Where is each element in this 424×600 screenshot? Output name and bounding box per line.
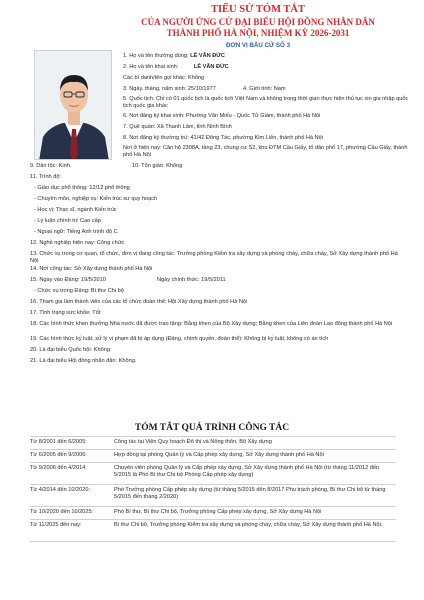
item-2-label: 2. Họ và tên khai sinh: [123, 64, 179, 70]
doc-title: TIỂU SỬ TÓM TẮT [210, 4, 306, 15]
doc-subtitle-line2: THÀNH PHỐ HÀ NỘI, NHIỆM KỲ 2026-2031 [166, 28, 350, 38]
work-period: Từ 9/2006 đến 4/2014: [30, 465, 87, 471]
work-period: Từ 8/2001 đến 6/2005: [30, 439, 87, 445]
work-description: Bí thư Chi bộ, Trưởng phòng Kiểm tra xây dựng và phòng cháy, chữa cháy, Sở Xây dựng thành phố Hà Nội. [114, 522, 383, 528]
candidate-portrait-photo [34, 50, 112, 160]
item-10: 10. Tôn giáo: Không [132, 163, 183, 169]
portrait-photo-icon [35, 51, 112, 160]
item-6: 6. Nơi đăng ký khai sinh: Phường Văn Miếu - Quốc Tử Giám, thành phố Hà Nội [123, 113, 321, 119]
item-19: 19. Các hình thức kỷ luật, xử lý vi phạm đã bị áp dụng (Đảng, chính quyền, đoàn thể): Không bị kỷ luật, không có án tích [30, 336, 329, 342]
doc-subtitle-line1: CỦA NGƯỜI ỨNG CỬ ĐẠI BIỂU HỘI ĐỒNG NHÂN DÂN [141, 17, 375, 27]
item-11d: - Lý luận chính trị: Cao cấp [34, 218, 101, 224]
divider [30, 519, 396, 520]
item-8: 8. Nơi đăng ký thường trú: 41/42 Đông Tác, phường Kim Liên, thành phố Hà Nội [123, 135, 323, 141]
item-15-official: Ngày chính thức: 19/5/2011 [157, 277, 226, 283]
divider [30, 484, 396, 485]
item-16: 16. Tham gia làm thành viên của các tổ chức đoàn thể: Hội Xây dựng thành phố Hà Nội [30, 299, 248, 305]
item-12: 12. Nghề nghiệp hiện nay: Công chức [30, 240, 125, 246]
item-8-current-residence: Nơi ở hiện nay: Căn hộ 2308A, tầng 23, chung cư S2, khu ĐTM Cầu Giấy, tổ dân phố 17, phường Cầu Giấy, thành phố Hà Nội [123, 145, 408, 158]
item-2 [123, 64, 229, 71]
work-period: Từ 10/2020 đến 10/2025: [30, 509, 94, 515]
work-period: Từ 11/2025 đến nay: [30, 522, 82, 528]
item-3: 3. Ngày, tháng, năm sinh: 25/10/1977 [123, 86, 216, 92]
item-5: 5. Quốc tịch: Chỉ có 01 quốc tịch là quốc tịch Việt Nam và không trong thời gian thực hiện thủ tục xin gia nhập quốc tịch quốc gia khác [123, 96, 409, 109]
work-description: Chuyên viên phòng Quản lý và Cấp phép xây dựng, Sở Xây dựng thành phố Hà Nội (từ tháng 11/2012 đến 5/2015 là Phó Bí thư Chi bộ Phòng Cấp phép xây dựng) [114, 465, 380, 478]
divider [30, 449, 396, 450]
work-description: Công tác tại Viện Quy hoạch Đô thị và Nông thôn, Bộ Xây dựng [114, 439, 272, 445]
common-name: LÊ VĂN ĐỨC [190, 53, 225, 59]
item-15: 15. Ngày vào Đảng: 19/5/2010 [30, 277, 106, 283]
item-17: 17. Tình trạng sức khỏe: Tốt [30, 310, 101, 316]
electoral-unit: ĐƠN VỊ BẦU CỬ SỐ 3 [225, 42, 291, 49]
work-description: Phó Bí thư, Bí thư Chi bộ, Trưởng phòng Cấp phép xây dựng, Sở Xây dựng Hà Nội [114, 509, 322, 515]
item-11a: - Giáo dục phổ thông: 12/12 phổ thông [34, 185, 130, 191]
item-4: 4. Giới tính: Nam [243, 86, 286, 92]
item-11: 11. Trình độ: [30, 174, 61, 180]
item-11b: - Chuyên môn, nghiệp vụ: Kiến trúc sư quy hoạch [34, 196, 158, 202]
item-11c: - Học vị: Thạc sĩ, ngành Kiến trúc [34, 207, 117, 213]
item-7: 7. Quê quán: Xã Thanh Lâm, tỉnh Ninh Bình [123, 124, 232, 130]
item-1 [123, 53, 225, 60]
item-9: 9. Dân tộc: Kinh [30, 163, 70, 169]
work-description: Hợp đồng tại phòng Quản lý và Cấp phép xây dựng, Sở Xây dựng thành phố Hà Nội [114, 452, 324, 458]
divider [30, 462, 396, 463]
item-18: 18. Các hình thức khen thưởng Nhà nước đã được trao tặng: Bằng khen của Bộ Xây dựng; Bằng khen của Liên đoàn Lao động thành phố Hà Nội [30, 321, 393, 327]
item-15-party-position: - Chức vụ trong Đảng: Bí thư Chi bộ [34, 288, 124, 294]
work-period: Từ 4/2014 đến 10/2020: [30, 487, 91, 493]
item-1-label: 1. Họ và tên thường dùng: [123, 53, 189, 59]
item-21: 21. Là đại biểu Hội đồng nhân dân: Không. [30, 358, 137, 364]
alias: Các bí danh/tên gọi khác: Không [123, 75, 205, 81]
item-13: 13. Chức vụ trong cơ quan, tổ chức, đơn vị đang công tác: Trưởng phòng Kiểm tra xây dựng và phòng cháy, chữa cháy, Sở Xây dựng thành phố Hà Nội [30, 251, 398, 264]
divider [30, 436, 396, 437]
divider [30, 506, 396, 507]
item-14: 14. Nơi công tác: Sở Xây dựng thành phố Hà Nội [30, 266, 153, 272]
item-20: 20. Là đại biểu Quốc hội: Không [30, 347, 110, 353]
work-description: Phó Trưởng phòng Cấp phép xây dựng (từ tháng 5/2015 đến 8/2017 Phụ trách phòng, Bí thư Chi bộ từ tháng 5/2015 đến tháng 2/2020) [114, 487, 386, 500]
divider [30, 541, 396, 542]
work-period: Từ 6/2005 đến 9/2006: [30, 452, 87, 458]
work-history-title: TÓM TẮT QUÁ TRÌNH CÔNG TÁC [134, 423, 290, 433]
birth-name: LÊ VĂN ĐỨC [193, 64, 229, 70]
item-11e: - Ngoại ngữ: Tiếng Anh trình độ C [34, 229, 118, 235]
